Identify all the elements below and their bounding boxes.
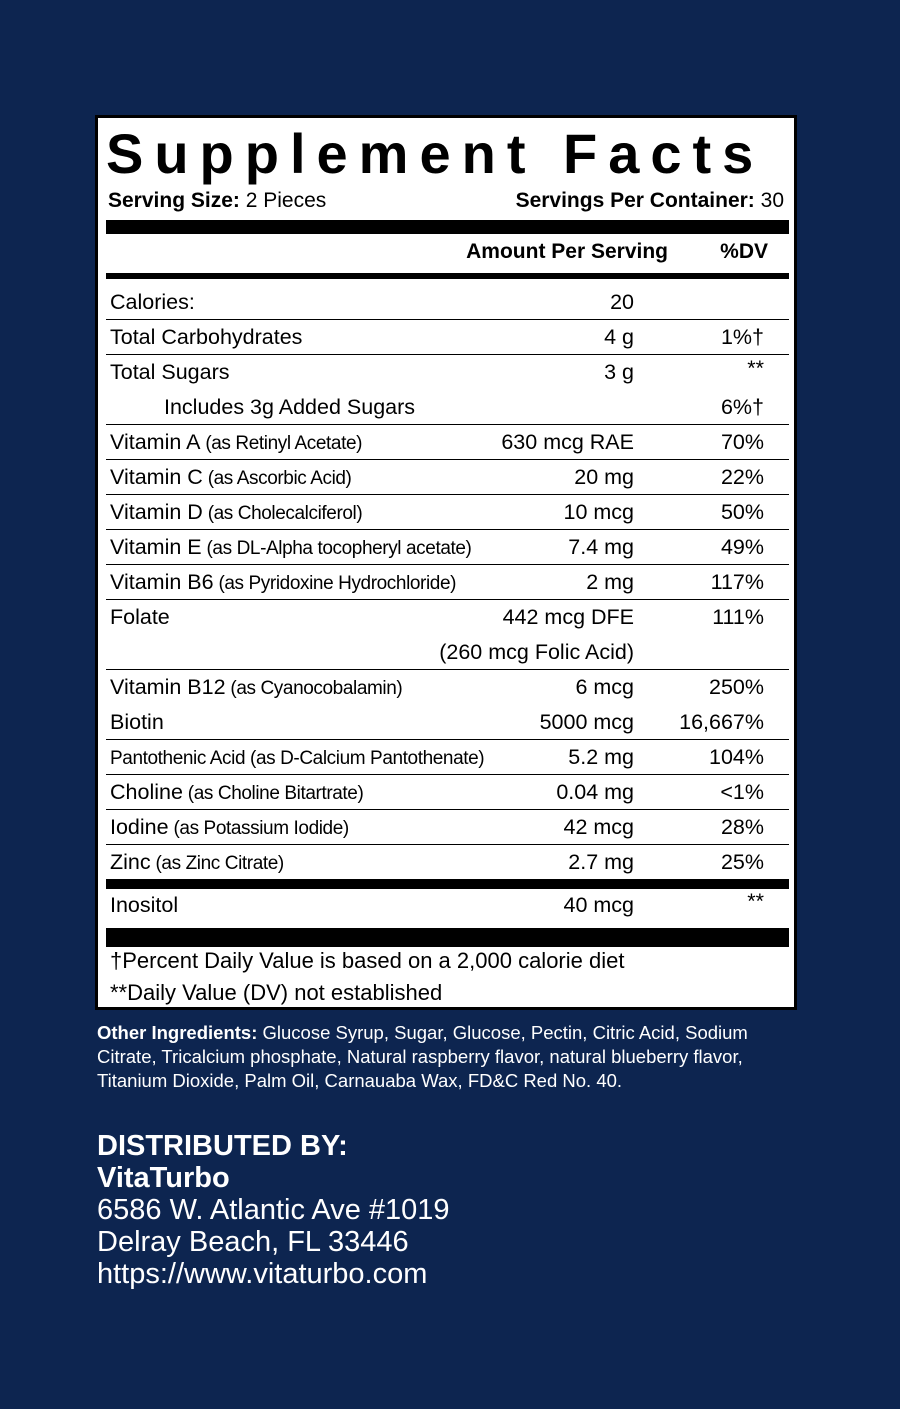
nutrient-row <box>106 460 789 495</box>
nutrient-amount: 3 g <box>604 360 634 384</box>
nutrient-dv: 49% <box>720 535 764 559</box>
nutrient-name-wrap <box>110 530 471 566</box>
nutrient-row <box>106 810 789 845</box>
nutrient-dv: 117% <box>710 570 764 594</box>
nutrient-name: Vitamin C <box>110 465 203 489</box>
nutrient-amount: 40 mcg <box>563 893 634 917</box>
distributor-block <box>97 1130 450 1290</box>
nutrient-dv: 50% <box>720 500 764 524</box>
nutrient-name: Vitamin E <box>110 535 202 559</box>
nutrient-amount: 442 mcg DFE <box>502 605 634 629</box>
nutrient-row <box>106 635 789 670</box>
distributor-heading: DISTRIBUTED BY: <box>97 1130 348 1162</box>
thick-divider <box>106 273 789 279</box>
nutrient-name: Vitamin B6 <box>110 570 214 594</box>
nutrient-source: (as Potassium Iodide) <box>168 818 349 839</box>
nutrient-row <box>106 670 789 705</box>
nutrient-row <box>106 775 789 810</box>
nutrient-row <box>106 600 789 635</box>
facts-title: Supplement Facts <box>106 122 765 185</box>
nutrient-amount: 630 mcg RAE <box>501 430 634 454</box>
other-ingredients <box>97 1021 807 1093</box>
nutrient-dv: 25% <box>720 850 764 874</box>
nutrient-source: (as Cholecalciferol) <box>202 503 363 524</box>
nutrient-name-wrap <box>110 810 349 846</box>
thick-divider <box>106 928 789 947</box>
header-dv: %DV <box>720 240 768 263</box>
nutrient-dv: 111% <box>712 605 764 629</box>
serving-info <box>108 188 784 214</box>
nutrient-dv: 70% <box>720 430 764 454</box>
serving-size-label: Serving Size: <box>108 189 240 212</box>
nutrient-amount: 20 mg <box>574 465 634 489</box>
nutrient-name-wrap <box>110 740 484 776</box>
nutrient-name-wrap <box>110 670 402 706</box>
nutrient-dv: 250% <box>709 675 764 699</box>
nutrient-dv: ** <box>747 889 764 913</box>
distributor-address-2: Delray Beach, FL 33446 <box>97 1226 409 1258</box>
nutrient-name: Vitamin B12 <box>110 675 226 699</box>
nutrient-dv: 16,667% <box>679 710 764 734</box>
nutrient-amount: (260 mcg Folic Acid) <box>439 640 634 664</box>
nutrient-name-wrap <box>110 425 362 461</box>
nutrient-source: (as Pyridoxine Hydrochloride) <box>213 573 457 594</box>
nutrient-row <box>106 355 789 390</box>
nutrient-name: Total Carbohydrates <box>110 325 303 349</box>
servings-value: 30 <box>760 189 784 212</box>
nutrient-source: (as Ascorbic Acid) <box>202 468 352 489</box>
nutrient-name: Inositol <box>110 893 179 917</box>
nutrient-name: Vitamin D <box>110 500 203 524</box>
nutrient-source: (as Retinyl Acetate) <box>200 433 363 454</box>
nutrient-row <box>106 740 789 775</box>
nutrient-amount: 42 mcg <box>563 815 634 839</box>
distributor-website: https://www.vitaturbo.com <box>97 1258 428 1290</box>
nutrient-row <box>106 530 789 565</box>
nutrient-name: Total Sugars <box>110 360 230 384</box>
nutrient-name: Choline <box>110 780 183 804</box>
servings-per-container <box>516 188 784 214</box>
nutrient-row <box>106 565 789 600</box>
header-amount: Amount Per Serving <box>466 240 668 263</box>
serving-size-value: 2 Pieces <box>245 189 327 212</box>
distributor-company: VitaTurbo <box>97 1162 230 1194</box>
footnote-not-established: **Daily Value (DV) not established <box>110 980 443 1005</box>
nutrient-name: Vitamin A <box>110 430 201 454</box>
nutrient-source: (as Cyanocobalamin) <box>225 678 403 699</box>
nutrient-dv: <1% <box>720 780 764 804</box>
nutrient-name: Includes 3g Added Sugars <box>164 395 416 419</box>
nutrient-row <box>106 845 789 880</box>
nutrient-amount: 5000 mcg <box>539 710 634 734</box>
nutrient-name-wrap <box>110 565 456 601</box>
nutrient-name-wrap <box>110 775 363 811</box>
nutrient-source: (as Choline Bitartrate) <box>182 783 364 804</box>
nutrient-row <box>106 390 789 425</box>
nutrient-amount: 20 <box>610 290 634 314</box>
nutrient-name-wrap <box>110 460 352 496</box>
nutrient-row <box>106 705 789 740</box>
distributor-address-1: 6586 W. Atlantic Ave #1019 <box>97 1194 450 1226</box>
footnote-dv: †Percent Daily Value is based on a 2,000 calorie diet <box>110 948 625 973</box>
other-ingredients-text: Glucose Syrup, Sugar, Glucose, Pectin, Citric Acid, Sodium Citrate, Tricalcium phosphate, Natural raspberry flavor, natural blueberry flavor, Titanium Dioxide, Palm Oil, Carnauaba Wax, FD&C Red No. 40. <box>97 1022 748 1091</box>
servings-label: Servings Per Container: <box>515 189 755 212</box>
supplement-facts-panel <box>95 115 797 1010</box>
nutrient-row <box>106 285 789 320</box>
nutrient-dv: 22% <box>720 465 764 489</box>
nutrient-name: Calories: <box>110 290 195 314</box>
nutrient-row <box>106 888 789 923</box>
other-ingredients-label: Other Ingredients: <box>97 1022 258 1043</box>
nutrient-amount: 0.04 mg <box>556 780 634 804</box>
nutrient-source: Pantothenic Acid (as D-Calcium Pantothenate) <box>110 748 485 769</box>
nutrient-name-wrap <box>110 845 284 881</box>
serving-size <box>108 188 326 214</box>
nutrient-dv: 6%† <box>720 395 764 419</box>
nutrient-row <box>106 425 789 460</box>
nutrient-amount: 10 mcg <box>563 500 634 524</box>
nutrient-name: Biotin <box>110 710 164 734</box>
nutrient-name: Zinc <box>110 850 151 874</box>
nutrient-amount: 6 mcg <box>575 675 634 699</box>
nutrient-amount: 4 g <box>604 325 634 349</box>
nutrient-name: Folate <box>110 605 170 629</box>
nutrient-amount: 5.2 mg <box>568 745 634 769</box>
nutrient-source: (as DL-Alpha tocopheryl acetate) <box>201 538 472 559</box>
nutrient-name-wrap <box>110 495 362 531</box>
thick-divider <box>106 220 789 234</box>
nutrient-amount: 7.4 mg <box>568 535 634 559</box>
nutrient-amount: 2 mg <box>586 570 634 594</box>
nutrient-row <box>106 495 789 530</box>
nutrient-dv: 1%† <box>720 325 764 349</box>
nutrient-source: (as Zinc Citrate) <box>150 853 284 874</box>
nutrient-name: Iodine <box>110 815 169 839</box>
nutrient-dv: 104% <box>709 745 764 769</box>
nutrient-row <box>106 320 789 355</box>
nutrient-amount: 2.7 mg <box>568 850 634 874</box>
nutrient-dv: 28% <box>720 815 764 839</box>
nutrient-dv: ** <box>747 356 764 380</box>
